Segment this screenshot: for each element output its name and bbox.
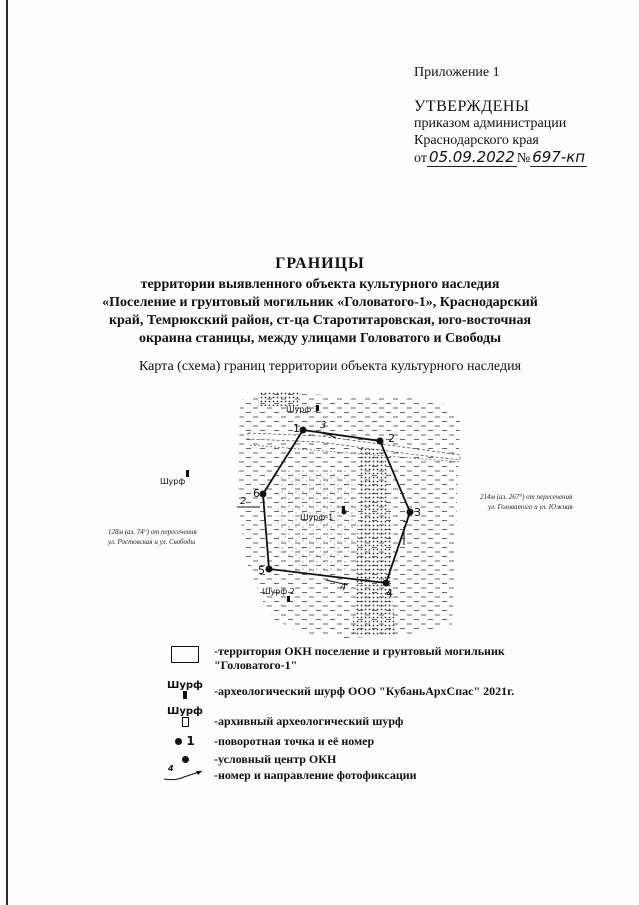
legend-pit-text: -археологический шурф ООО "КубаньАрхСпас" 2021г. [214, 684, 515, 698]
document-title: ГРАНИЦЫ [275, 255, 365, 272]
title-line-4: окраина станицы, между улицами Головатого и Свободы [138, 331, 502, 346]
point-label-1: 1 [293, 422, 300, 435]
point-label-2: 2 [388, 432, 395, 445]
pit-2-label: Шурф 2 [262, 587, 295, 596]
turn-point-2 [377, 438, 384, 445]
legend-turn-symbol [160, 734, 210, 748]
turn-point-5 [266, 566, 273, 573]
legend-archive-symbol [160, 706, 210, 730]
turn-point-4 [383, 580, 390, 587]
pit-marker-icon [183, 691, 187, 699]
photo-number-3: 3 [320, 420, 327, 431]
pit-1-label: Шурф-1 [300, 513, 334, 522]
outside-pit-label: Шурф [160, 477, 186, 486]
approval-line-1: приказом администрации [414, 116, 567, 131]
point-label-5: 5 [258, 564, 265, 577]
order-number: 697-кп [532, 148, 586, 166]
photo-number-4: 4 [340, 582, 347, 593]
order-date: 05.09.2022 [428, 148, 515, 166]
note-left-1: 128м (аз. 74°) от пересечения [108, 528, 197, 536]
point-label-3: 3 [414, 506, 421, 519]
turn-point-icon [175, 738, 182, 745]
legend-photo-text: -номер и направление фотофиксации [214, 768, 417, 782]
appendix-label: Приложение 1 [414, 65, 500, 80]
legend-center-text: -условный центр ОКН [214, 752, 337, 766]
outside-pit-marker [186, 470, 189, 477]
turn-point-1 [300, 427, 307, 434]
approved-heading: УТВЕРЖДЕНЫ [414, 98, 530, 115]
number-prefix: № [516, 151, 531, 166]
map-caption: Карта (схема) границ территории объекта культурного наследия [138, 359, 522, 374]
photo-number-7: 7 [402, 520, 409, 531]
archive-pit-icon [182, 717, 189, 727]
pit-3-label: Шурф 3 [286, 405, 319, 414]
pit-2-marker [287, 596, 290, 602]
legend-photo-symbol [160, 764, 210, 785]
note-left-2: ул. Ростовская и ул. Свободы [108, 538, 196, 546]
legend-pit-symbol [160, 680, 210, 702]
legend-okn-line-2: "Головатого-1" [214, 658, 298, 672]
point-label-6: 6 [253, 487, 260, 500]
legend-archive-symbol-label: Шурф [167, 706, 203, 717]
turn-point-3 [407, 509, 414, 516]
point-label-4: 4 [386, 587, 393, 600]
title-line-1: территории выявленного объекта культурного наследия [140, 277, 500, 292]
photo-number-2: 2 [240, 496, 247, 507]
legend-okn-text [214, 644, 505, 672]
legend-turn-text: -поворотная точка и её номер [214, 734, 375, 748]
legend-photo-number: 4 [168, 764, 174, 773]
pit-1-marker [342, 506, 345, 512]
legend-okn-symbol [160, 644, 210, 666]
legend-turn-number: 1 [186, 734, 195, 748]
legend-okn-line-1: -территория ОКН поселение и грунтовый могильник [214, 644, 505, 658]
title-line-3: край, Темрюкский район, ст-ца Старотитаровская, юго-восточная [108, 313, 532, 328]
note-right-2: ул. Головатого и ул. Южная [488, 503, 573, 511]
approval-line-2: Краснодарского края [414, 133, 539, 148]
center-icon [182, 756, 189, 763]
legend-archive-text: -архивный археологический шурф [214, 714, 404, 728]
note-right-1: 214м (аз. 267°) от пересечения [480, 493, 573, 501]
title-line-2: «Поселение и грунтовый могильник «Головатого-1», Краснодарский [102, 295, 538, 310]
turn-point-6 [260, 491, 267, 498]
top-block [258, 392, 298, 406]
legend-pit-symbol-label: Шурф [167, 680, 203, 691]
date-prefix: от [414, 151, 427, 166]
